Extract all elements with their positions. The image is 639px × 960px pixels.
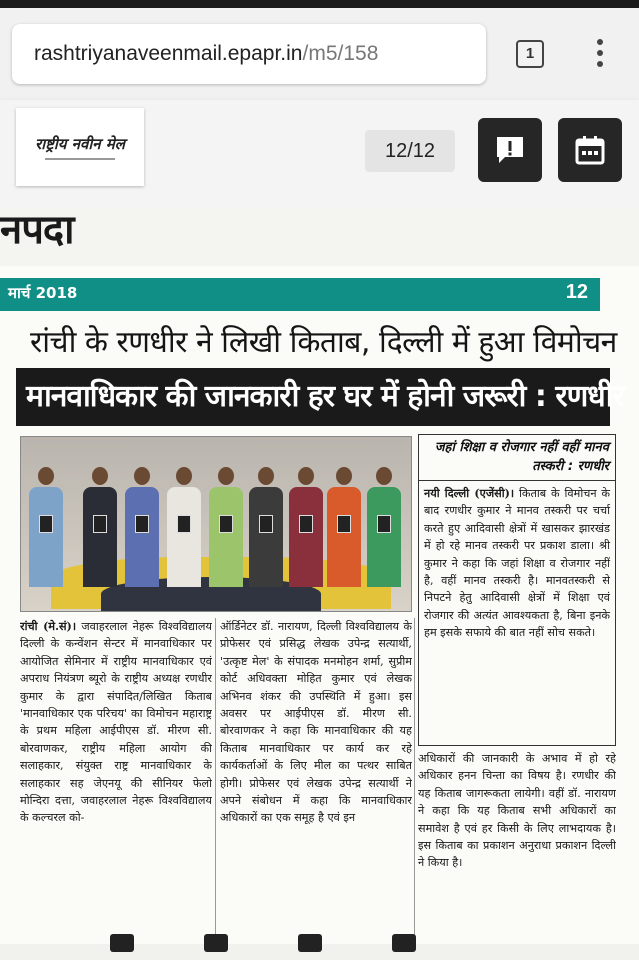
address-bar[interactable] — [12, 24, 486, 84]
sidebar-story — [418, 434, 616, 746]
issue-date: मार्च 2018 — [8, 284, 78, 302]
page-indicator[interactable]: 12/12 — [365, 130, 455, 172]
tab-switcher-button[interactable]: 1 — [516, 40, 544, 68]
sidebar-body — [419, 485, 615, 642]
column-divider — [414, 618, 415, 938]
photo-person — [167, 467, 201, 587]
article-text-1: जवाहरलाल नेहरू विश्वविद्यालय दिल्ली के कन्वेंशन सेन्टर में मानवाधिकार पर आयोजित सेमिनार में राष्ट्रीय मानवाधिकार एवं अपराध नियंत्रण ब्यूरो के राष्ट्रीय अध्यक्ष रणधीर कुमार के द्वारा संपादित/लिखित किताब 'मानवाधिकार एक परिचय' का विमोचन महाराष्ट्र के प्रथम महिला आईपीएस डॉ. मीरण सी. बोरवाणकर, राष्ट्रीय महिला आयोग की सलाहकार, संयुक्त राष्ट्र मानवाधिकार के सलाहकार सह जेएनयू की सीनियर फेलो मोन्दिरा दत्ता, जवाहरलाल नेहरू विश्वविद्यालय के कल्चरल को- — [20, 620, 212, 825]
sidebar-heading-box — [419, 435, 615, 481]
epaper-toolbar — [0, 100, 639, 208]
photo-person — [249, 467, 283, 587]
newspaper-logo[interactable] — [16, 108, 144, 186]
report-button[interactable] — [478, 118, 542, 182]
page-header-bar — [0, 278, 600, 311]
sidebar-text: किताब के विमोचन के बाद रणधीर कुमार ने मानव तस्करी पर चर्चा करते हुए आदिवासी क्षेत्रों में खासकर झारखंड में हो रहे मानव तस्करी पर प्रकाश डाला। श्री कुमार ने कहा कि जहां शिक्षा व रोजगार नहीं है, वहीं मानव तस्करी है। मानवतस्करी से निपटने हेतु आदिवासी क्षेत्रों में शिक्षा एवं रोजगार की अत्यंत आवश्यकता है, बिना इनके हम इसके सफाये की बात नहीं सोच सकते। — [424, 487, 610, 640]
logo-underline — [45, 158, 115, 160]
article-photo — [20, 436, 412, 612]
logo-text: राष्ट्रीय नवीन मेल — [35, 135, 125, 153]
article-column-1 — [20, 618, 212, 940]
alert-icon — [493, 133, 527, 167]
photo-person — [125, 467, 159, 587]
photo-person — [83, 467, 117, 587]
photo-person — [209, 467, 243, 587]
photo-person — [289, 467, 323, 587]
sidebar-dateline: नयी दिल्ली (एजेंसी)। — [424, 486, 515, 500]
url-path: /m5/158 — [302, 42, 379, 65]
newspaper-page[interactable] — [0, 208, 639, 960]
headline-banner — [16, 368, 624, 426]
headline-primary: रांची के रणधीर ने लिखी किताब, दिल्ली में हुआ विमोचन — [30, 325, 617, 360]
photo-person — [327, 467, 361, 587]
article-text-3: अधिकारों की जानकारी के अभाव में हो रहे अधिकार हनन चिन्ता का विषय है। रणधीर की यह किताब जागरूकता लायेगी। वहीं डॉ. नारायण ने कहा कि यह किताब सभी अधिकारों का समावेश है एवं हर किसी के लिए लाभदायक है। इस किताब का प्रकाशन अनुराधा प्रकाशन दिल्ली ने किया है। — [418, 752, 616, 870]
url-host: rashtriyanaveenmail.epapr.in — [34, 42, 303, 65]
photo-person — [29, 467, 63, 587]
calendar-button[interactable] — [558, 118, 622, 182]
sidebar-heading: जहां शिक्षा व रोजगार नहीं वहीं मानव तस्करी : रणधीर — [434, 440, 609, 474]
calendar-icon — [573, 133, 607, 167]
photo-person — [367, 467, 401, 587]
page-number: 12 — [565, 281, 588, 303]
next-headline-fragment — [110, 934, 530, 960]
previous-headline-fragment: नपदा — [0, 208, 74, 253]
article-dateline: रांची (मे.सं)। — [20, 619, 77, 633]
column-divider — [215, 618, 216, 938]
browser-toolbar — [0, 0, 639, 100]
article-column-2 — [220, 618, 412, 940]
more-vert-icon[interactable] — [590, 36, 610, 74]
previous-page-strip — [0, 208, 639, 266]
article-text-2: ऑर्डिनेटर डॉ. नारायण, दिल्ली विश्वविद्यालय के प्रोफेसर एवं प्रसिद्ध लेखक उपेन्द्र सत्यार्थी, 'उत्कृष्ट मेल' के संपादक मनमोहन शर्मा, सुप्रीम कोर्ट अधिवक्ता मोहित कुमार एवं लेखक अभिनव शंकर की उपस्थिति में हुआ। इस अवसर पर आईपीएस डॉ. मीरण सी. बोरवाणकर ने कहा कि मानवाधिकार की यह किताब मानवाधिकार पर कार्य कर रहे कार्यकर्ताओं के लिए मील का पत्थर साबित होगी। प्रोफेसर एवं लेखक उपेन्द्र सत्यार्थी ने अपने संबोधन में कहा कि मानवाधिकार अधिकारों का एक समूह है एवं इन — [220, 620, 412, 825]
status-bar — [0, 0, 639, 8]
article-column-3 — [418, 750, 616, 940]
headline-secondary: मानवाधिकार की जानकारी हर घर में होनी जरूरी : रणधीर — [26, 379, 624, 414]
